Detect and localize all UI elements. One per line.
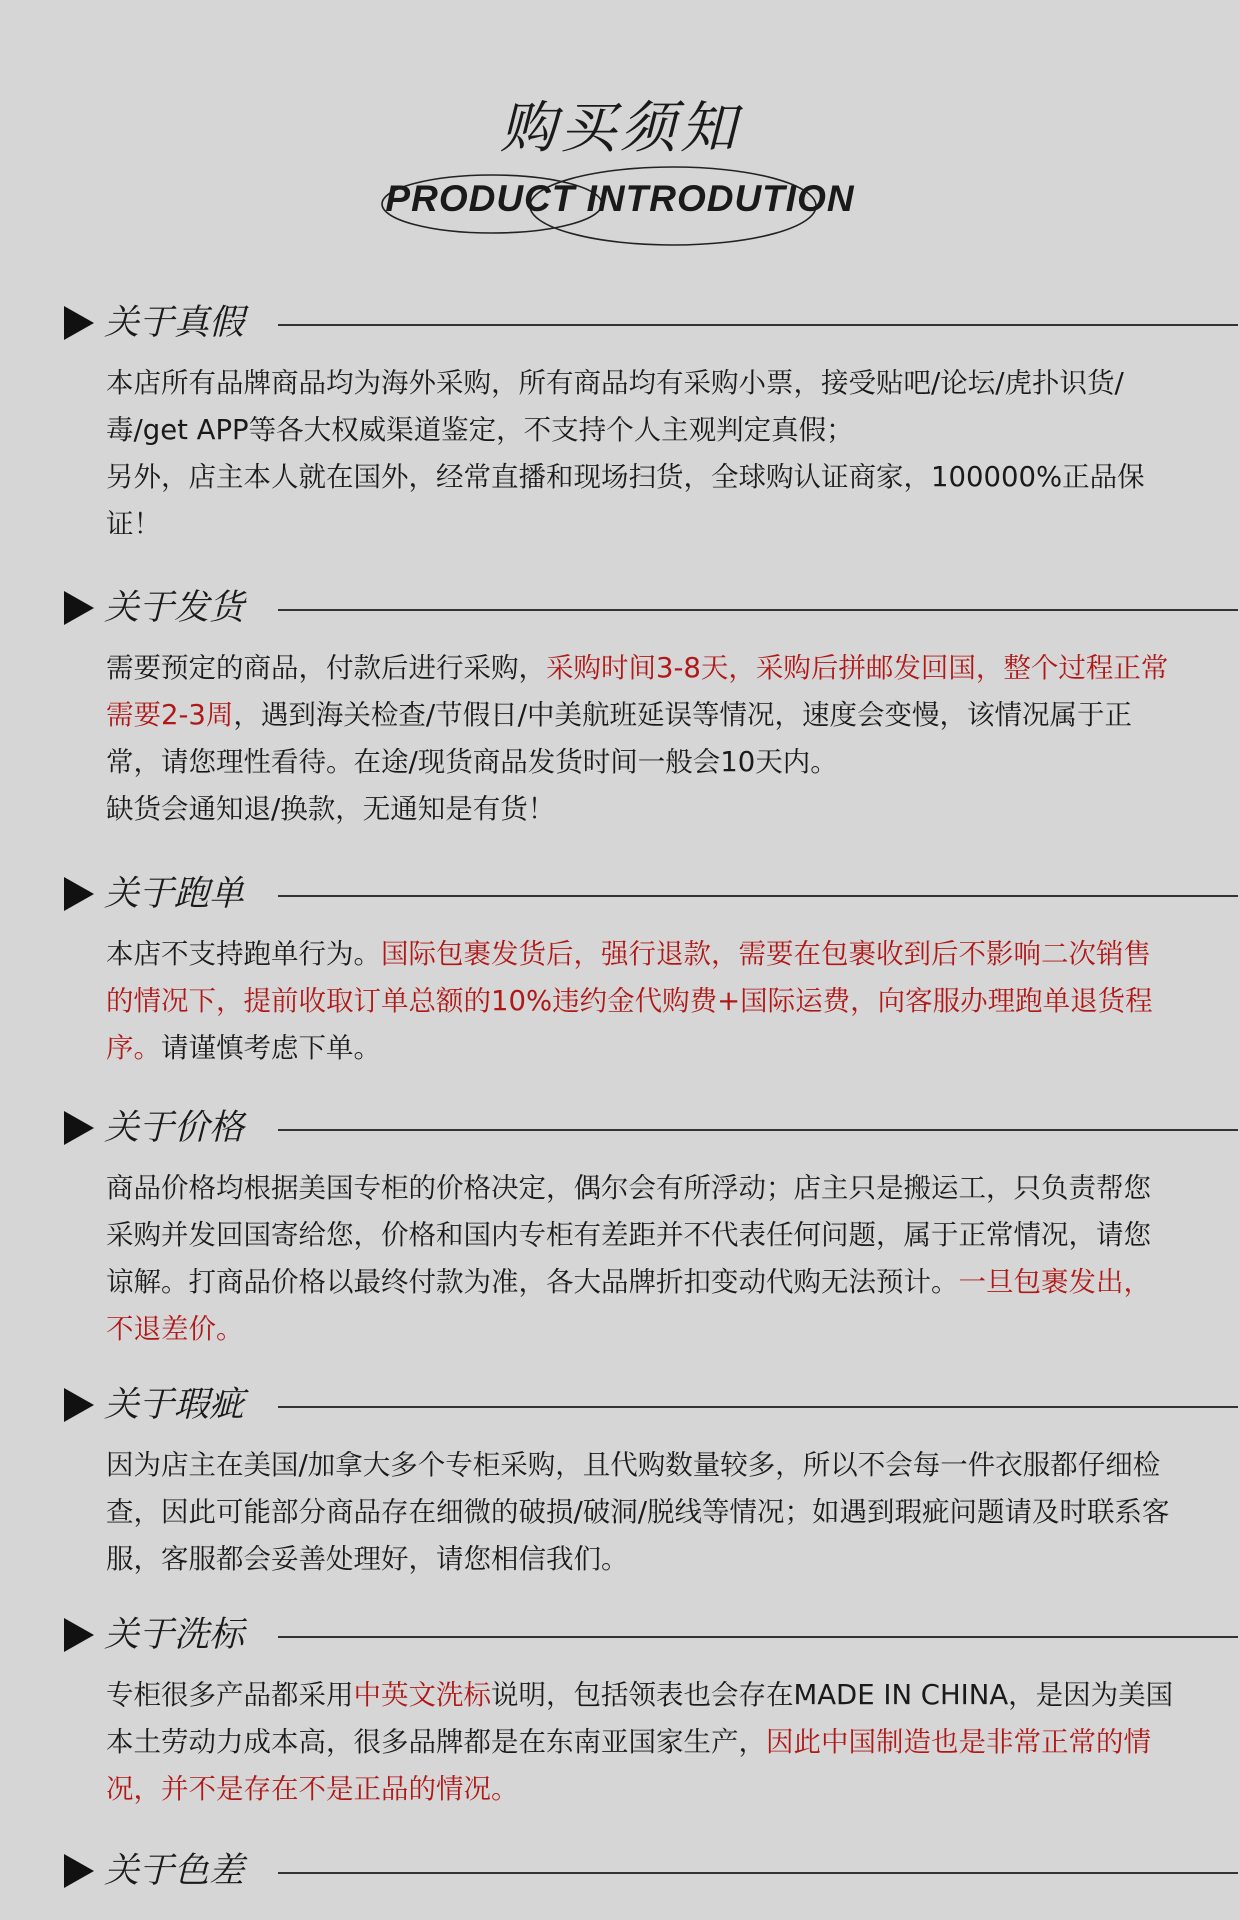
section-divider xyxy=(278,895,1238,897)
section-title: 关于跑单 xyxy=(104,874,245,914)
triangle-bullet-icon xyxy=(64,1854,94,1888)
highlighted-text: 国际包裹发货后，强行退款，需要在包裹收到后不影响二次销售的情况下，提前收取订单总额的10%违约金代购费+国际运费，向客服办理跑单退货程序。 xyxy=(106,938,1153,1064)
body-text: 说明，包括领表也会存在MADE IN CHINA，是因为美国本土劳动力成本高，很多品牌都是在东南亚国家生产， xyxy=(106,1679,1174,1758)
section-divider xyxy=(278,1872,1238,1874)
section-header xyxy=(64,298,1174,348)
section-header xyxy=(64,1610,1174,1660)
paragraph xyxy=(106,360,1176,454)
section-body xyxy=(106,360,1176,548)
section-divider xyxy=(278,1129,1238,1131)
section-divider xyxy=(278,324,1238,326)
paragraph xyxy=(106,786,1176,833)
body-text: 专柜很多产品都采用 xyxy=(106,1679,354,1711)
paragraph xyxy=(106,454,1176,548)
section-title: 关于瑕疵 xyxy=(104,1385,245,1425)
section-body xyxy=(106,1165,1176,1353)
section-body xyxy=(106,645,1176,833)
highlighted-text: 因此中国制造也是非常正常的情况，并不是存在不是正品的情况。 xyxy=(106,1726,1151,1805)
highlighted-text: 采购时间3-8天，采购后拼邮发回国，整个过程正常需要2-3周 xyxy=(106,652,1169,731)
section-header xyxy=(64,583,1174,633)
section-header xyxy=(64,869,1174,919)
section-header xyxy=(64,1380,1174,1430)
paragraph xyxy=(106,645,1176,786)
section-body xyxy=(106,1442,1176,1583)
body-text: 请谨慎考虑下单。 xyxy=(161,1032,381,1064)
section-body xyxy=(106,1672,1176,1813)
body-text: 需要预定的商品，付款后进行采购， xyxy=(106,652,546,684)
body-text: 另外，店主本人就在国外，经常直播和现场扫货，全球购认证商家，100000%正品保证！ xyxy=(106,461,1145,540)
body-text: ，遇到海关检查/节假日/中美航班延误等情况，速度会变慢，该情况属于正常，请您理性看待。在途/现货商品发货时间一般会10天内。 xyxy=(106,699,1132,778)
section-header xyxy=(64,1846,1174,1896)
highlighted-text: 中英文洗标 xyxy=(353,1679,491,1711)
section-body xyxy=(106,931,1176,1072)
section-divider xyxy=(278,609,1238,611)
triangle-bullet-icon xyxy=(64,306,94,340)
section-title: 关于发货 xyxy=(104,588,245,628)
section-title: 关于真假 xyxy=(104,303,245,343)
page-subtitle: PRODUCT INTRODUTION xyxy=(385,178,855,219)
page-title: 购买须知 xyxy=(500,96,740,161)
triangle-bullet-icon xyxy=(64,1388,94,1422)
paragraph xyxy=(106,1442,1176,1583)
body-text: 因为店主在美国/加拿大多个专柜采购，且代购数量较多，所以不会每一件衣服都仔细检查，因此可能部分商品存在细微的破损/破洞/脱线等情况；如遇到瑕疵问题请及时联系客服，客服都会妥善处理好，请您相信我们。 xyxy=(106,1449,1170,1575)
section-header xyxy=(64,1103,1174,1153)
section-title: 关于色差 xyxy=(104,1851,245,1891)
paragraph xyxy=(106,1672,1176,1813)
page-header xyxy=(0,0,1240,260)
body-text: 商品价格均根据美国专柜的价格决定，偶尔会有所浮动；店主只是搬运工，只负责帮您采购并发回国寄给您，价格和国内专柜有差距并不代表任何问题，属于正常情况，请您谅解。打商品价格以最终付款为准，各大品牌折扣变动代购无法预计。 xyxy=(106,1172,1151,1298)
triangle-bullet-icon xyxy=(64,1111,94,1145)
triangle-bullet-icon xyxy=(64,591,94,625)
body-text: 本店不支持跑单行为。 xyxy=(106,938,381,970)
body-text: 缺货会通知退/换款，无通知是有货！ xyxy=(106,793,556,825)
section-title: 关于洗标 xyxy=(104,1615,245,1655)
triangle-bullet-icon xyxy=(64,877,94,911)
triangle-bullet-icon xyxy=(64,1618,94,1652)
paragraph xyxy=(106,1165,1176,1353)
body-text: 本店所有品牌商品均为海外采购，所有商品均有采购小票，接受贴吧/论坛/虎扑识货/毒/get APP等各大权威渠道鉴定，不支持个人主观判定真假； xyxy=(106,367,1124,446)
highlighted-text: 一旦包裹发出，不退差价。 xyxy=(106,1266,1151,1345)
section-divider xyxy=(278,1406,1238,1408)
paragraph xyxy=(106,931,1176,1072)
section-title: 关于价格 xyxy=(104,1108,245,1148)
section-divider xyxy=(278,1636,1238,1638)
